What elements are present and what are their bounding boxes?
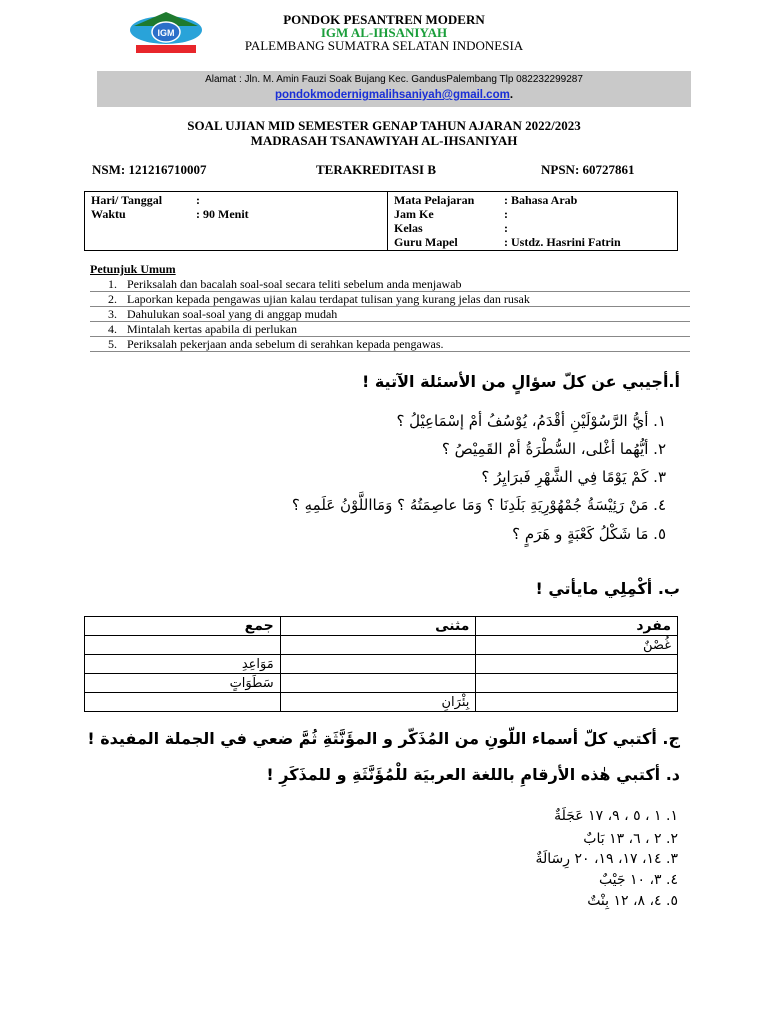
info-row: Guru Mapel : Ustdz. Hasrini Fatrin — [394, 235, 621, 249]
address-text: Alamat : Jln. M. Amin Fauzi Soak Bujang Kec. GandusPalembang Tlp 082232299287 — [205, 74, 583, 85]
header-singular: مفرد — [476, 617, 678, 636]
exam-info-table — [84, 191, 678, 251]
info-row: Jam Ke : — [394, 207, 508, 221]
question-4: ٤. مَنْ رَئِيْسَةُ جُمْهُوْرِيَةِ بَلَدِنَا ؟ وَمَا عاصِمَتُهُ ؟ وَمَااللَّوْنُ عَلَمِهِ ؟ — [291, 496, 666, 514]
number-item-1: ١. ١ ، ٥ ، ٩، ١٧ عَجَلَةٌ — [554, 808, 678, 824]
section-c-title: ج. أكتبي كلّ أسماء اللّونِ من المُذَكّر و المؤَنَّثَةِ ثُمَّ ضعي في الجملة المفيدة ! — [87, 729, 680, 748]
section-b-title: ب. أكْمِلِي مايأتي ! — [535, 579, 680, 598]
info-row: Kelas : — [394, 221, 508, 235]
general-instructions — [90, 262, 690, 352]
table-header-row — [85, 617, 678, 636]
question-5: ٥. مَا شَكْلُ كَعْبَةٍ و هَرَمٍ ؟ — [512, 525, 666, 543]
email-link[interactable]: pondokmodernigmalihsaniyah@gmail.com — [274, 89, 510, 101]
exam-title: SOAL UJIAN MID SEMESTER GENAP TAHUN AJARAN 2022/2023 — [187, 118, 581, 133]
instruction-item: 4. Mintalah kertas apabila di perlukan — [90, 322, 690, 337]
question-2: ٢. أيُّهُما أغْلى، السُّطْرَةُ أمْ القَمِيْصُ ؟ — [441, 440, 666, 458]
school-location: PALEMBANG SUMATRA SELATAN INDONESIA — [244, 38, 524, 53]
number-item-3: ٣. ١٤، ١٧، ١٩، ٢٠ رِسَالَةٌ — [535, 851, 678, 867]
question-3: ٣. كَمْ يَوْمًا فِي الشَّهْرِ فَبرَايِرُ ؟ — [481, 468, 666, 486]
email-line — [97, 89, 691, 101]
info-row: Waktu : 90 Menit — [91, 207, 249, 221]
table-row: سَطَوَاتٍ — [85, 674, 678, 693]
header-dual: مثنى — [280, 617, 476, 636]
table-row: مَوَاعِدِ — [85, 655, 678, 674]
number-item-4: ٤. ٣، ١٠ جَيْبٌ — [598, 872, 678, 888]
table-row: غُصْنٌ — [85, 636, 678, 655]
number-item-5: ٥. ٤، ٨، ١٢ بِنْتٌ — [587, 893, 678, 909]
section-a-title: أ.أجيبي عن كلّ سؤالٍ من الأسئلة الآتية ! — [361, 372, 680, 391]
info-left-cell — [85, 192, 388, 251]
info-right-cell — [388, 192, 678, 251]
npsn: NPSN: 60727861 — [541, 162, 635, 177]
school-subname: IGM AL-IHSANIYAH — [320, 25, 448, 40]
instruction-item: 3. Dahulukan soal-soal yang di anggap mudah — [90, 307, 690, 322]
email-suffix: . — [509, 89, 514, 101]
question-1: ١. أيُّ الرَّسُوْلَيْنِ أقْدَمُ، يُوْسُفُ أمْ إسْمَاعِيْلُ ؟ — [396, 412, 666, 430]
instruction-item: 1. Periksalah dan bacalah soal-soal secara teliti sebelum anda menjawab — [90, 277, 690, 292]
section-d-title: د. أكتبي هٰذه الأرقامِ باللغة العربيَة للْمُؤَنَّثَةِ و للمذَكَرِ ! — [266, 765, 680, 784]
word-form-table — [84, 616, 678, 712]
table-row: بِئْرَانِ — [85, 693, 678, 712]
number-item-2: ٢. ٢ ، ٦، ١٣ بَابٌ — [583, 831, 678, 847]
nsm: NSM: 121216710007 — [92, 162, 207, 177]
info-row: Mata Pelajaran : Bahasa Arab — [394, 193, 578, 207]
svg-text:IGM: IGM — [157, 28, 175, 38]
school-name: PONDOK PESANTREN MODERN — [283, 12, 485, 27]
instruction-item: 5. Periksalah pekerjaan anda sebelum di serahkan kepada pengawas. — [90, 337, 690, 352]
exam-subtitle: MADRASAH TSANAWIYAH AL-IHSANIYAH — [250, 133, 518, 148]
header-plural: جمع — [85, 617, 281, 636]
akreditasi: TERAKREDITASI B — [316, 162, 437, 177]
instruction-item: 2. Laporkan kepada pengawas ujian kalau terdapat tulisan yang kurang jelas dan rusak — [90, 292, 690, 307]
school-logo — [126, 8, 206, 58]
info-row: Hari/ Tanggal : — [91, 193, 200, 207]
instructions-title: Petunjuk Umum — [90, 262, 176, 276]
